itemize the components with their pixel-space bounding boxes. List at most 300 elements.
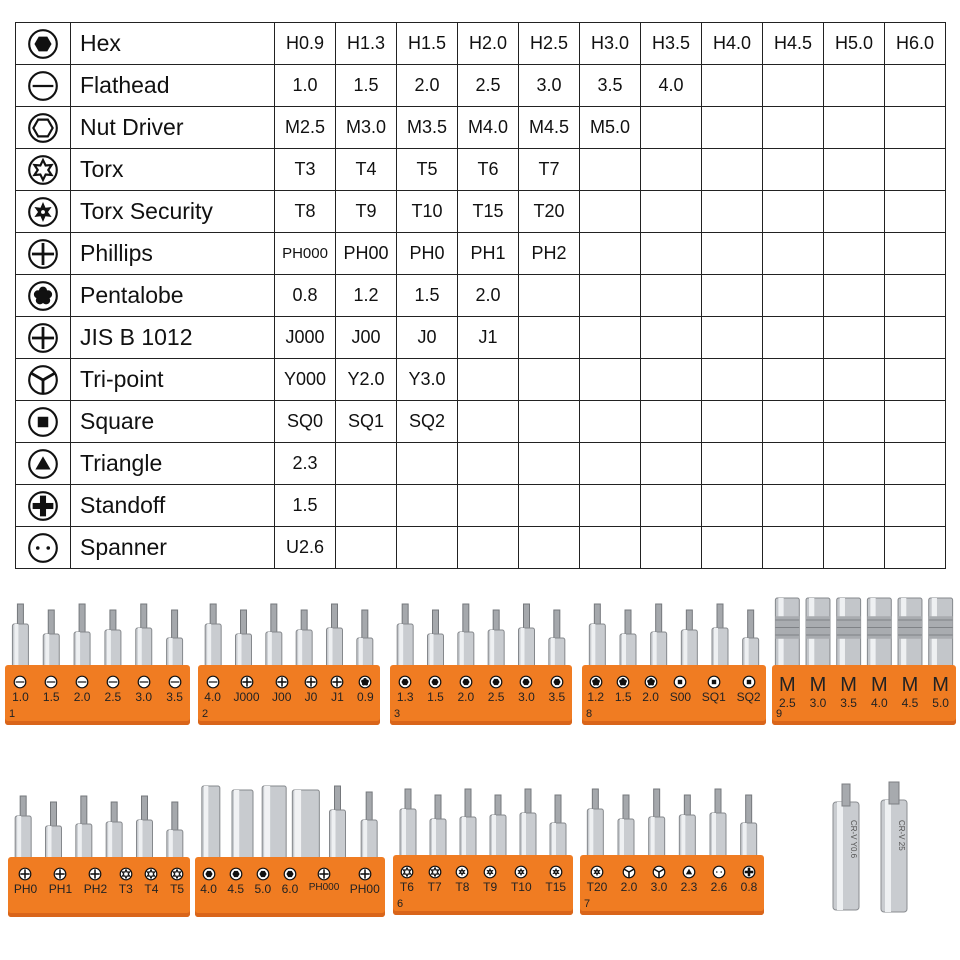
socket-bit	[898, 598, 922, 671]
tray-label-text: 2.0	[73, 690, 91, 704]
bit-size-cell	[824, 275, 885, 317]
tray-label-text: 5.0	[932, 696, 949, 710]
tray-label	[12, 675, 29, 704]
screwdriver-bit	[587, 789, 603, 859]
screwdriver-bit	[520, 789, 536, 859]
bit-size-cell	[824, 527, 885, 569]
tray-label	[74, 675, 91, 704]
tray-label	[545, 865, 566, 894]
bit-size-cell: H1.3	[336, 23, 397, 65]
screwdriver-bit	[327, 604, 343, 669]
tray-label	[681, 865, 698, 894]
bit-size-cell	[702, 527, 763, 569]
jis-icon	[240, 675, 254, 689]
tray-label-text: 3.0	[650, 880, 668, 894]
bit-size-cell	[458, 359, 519, 401]
nut-driver-icon	[16, 107, 71, 149]
bit-size-cell: 4.0	[641, 65, 702, 107]
tray-label-text: 2.0	[642, 690, 659, 704]
tray-label-text: PH2	[83, 882, 108, 896]
bit-size-cell: M3.0	[336, 107, 397, 149]
bit-size-cell	[763, 107, 824, 149]
bit-size-cell	[763, 149, 824, 191]
tray-label	[587, 865, 608, 894]
bit-size-cell: T7	[519, 149, 580, 191]
torx-icon	[144, 867, 158, 881]
tray-label	[43, 675, 60, 704]
tray-label-text: J0	[304, 690, 318, 704]
square-icon	[707, 675, 721, 689]
tray-label	[330, 675, 344, 704]
socket-bit	[775, 598, 799, 671]
screwdriver-bit	[458, 604, 474, 669]
nut-size-letter: M	[870, 674, 888, 696]
tray-label-text: 2.6	[710, 880, 728, 894]
torx-icon	[119, 867, 133, 881]
pentalobe-icon	[616, 675, 630, 689]
tray-label	[483, 865, 497, 894]
bit-type-name: Standoff	[71, 485, 275, 527]
bit-size-cell	[519, 401, 580, 443]
pentalobe-icon	[16, 275, 71, 317]
bit-size-cell	[885, 359, 946, 401]
square-icon	[673, 675, 687, 689]
bit-size-cell	[641, 149, 702, 191]
screwdriver-bit	[488, 610, 504, 669]
screwdriver-bit	[649, 789, 665, 859]
bit-size-cell: U2.6	[275, 527, 336, 569]
tray-label	[105, 675, 122, 704]
bit-type-name: Tri-point	[71, 359, 275, 401]
bit-size-cell	[641, 401, 702, 443]
bit-size-cell: H3.0	[580, 23, 641, 65]
bit-size-cell: 1.0	[275, 65, 336, 107]
bit-size-cell	[763, 443, 824, 485]
torx-security-icon	[455, 865, 469, 879]
bit-tray	[195, 772, 385, 922]
tray-label-text: J00	[272, 690, 292, 704]
screwdriver-bit	[167, 802, 183, 861]
bit-size-cell: J1	[458, 317, 519, 359]
screwdriver-bit	[236, 610, 252, 669]
tray-number: 2	[202, 708, 209, 720]
torx-icon	[170, 867, 184, 881]
tray-labels	[195, 867, 385, 896]
bits-row	[198, 590, 380, 671]
phillips-icon	[53, 867, 67, 881]
bit-size-cell: 2.0	[458, 275, 519, 317]
bit-size-cell	[519, 527, 580, 569]
flathead-icon	[137, 675, 151, 689]
bit-tray	[5, 590, 190, 730]
bit-size-cell: 1.2	[336, 275, 397, 317]
torx-icon	[16, 149, 71, 191]
tray-label-text: J1	[331, 690, 344, 704]
bit-type-name: Torx	[71, 149, 275, 191]
flathead-icon	[206, 675, 220, 689]
bit-size-cell: H6.0	[885, 23, 946, 65]
bit-size-cell: 1.5	[397, 275, 458, 317]
bit-size-cell: H2.0	[458, 23, 519, 65]
bit-size-cell: M4.5	[519, 107, 580, 149]
screwdriver-bit	[357, 610, 373, 669]
bits-row	[580, 775, 764, 861]
bits-row	[8, 782, 190, 863]
tray-label	[170, 867, 184, 896]
tray-label	[427, 675, 444, 704]
screwdriver-bit	[550, 795, 566, 859]
tray-label-text: 0.9	[357, 690, 374, 704]
screwdriver-bit	[46, 802, 62, 861]
tray-label-text: 0.8	[740, 880, 758, 894]
bits-row	[772, 590, 956, 671]
screwdriver-bit	[712, 604, 728, 669]
bit-size-cell	[519, 443, 580, 485]
tray-label-text: T5	[170, 882, 185, 896]
screwdriver-bit	[137, 796, 153, 861]
bit-size-cell: T3	[275, 149, 336, 191]
tray-labels	[390, 675, 572, 704]
tray-number: 8	[586, 708, 593, 720]
bit-size-cell: 3.5	[580, 65, 641, 107]
bit-size-cell	[702, 317, 763, 359]
bit-size-cell	[580, 359, 641, 401]
bit-size-cell: T8	[275, 191, 336, 233]
tray-label-text: 2.3	[680, 880, 698, 894]
torx-icon	[400, 865, 414, 879]
bit-type-name: Spanner	[71, 527, 275, 569]
bit-size-cell	[580, 485, 641, 527]
tray-label	[233, 675, 259, 704]
pentalobe-icon	[589, 675, 603, 689]
spec-row	[16, 485, 946, 527]
bit-type-name: Square	[71, 401, 275, 443]
tray-label-text: T15	[545, 880, 567, 894]
bit-size-cell	[519, 275, 580, 317]
hex-icon	[428, 675, 442, 689]
tri-point-icon	[622, 865, 636, 879]
bit-size-cell: H1.5	[397, 23, 458, 65]
tri-point-icon	[16, 359, 71, 401]
tray-label-text: T10	[510, 880, 532, 894]
tray-labels	[198, 675, 380, 704]
tray-label-text: T3	[118, 882, 133, 896]
loose-bit-engraving: CR-V 25	[897, 820, 906, 851]
tray-label	[488, 675, 505, 704]
tray-label-text: T7	[427, 880, 442, 894]
bits-row	[5, 590, 190, 671]
bit-size-cell	[702, 485, 763, 527]
bit-size-cell	[763, 527, 824, 569]
tray-label-text: 1.3	[396, 690, 414, 704]
bit-size-cell	[885, 191, 946, 233]
tray-label	[642, 675, 659, 704]
bit-size-cell	[458, 485, 519, 527]
bit-size-cell: PH000	[275, 233, 336, 275]
tray-number: 9	[776, 708, 783, 720]
tray-label	[119, 867, 133, 896]
screwdriver-bit	[12, 604, 28, 669]
bit-size-cell	[763, 233, 824, 275]
hex-socket-bit	[292, 790, 319, 861]
tray-label-text: 3.0	[518, 690, 535, 704]
tray-label-text: PH1	[48, 882, 73, 896]
tray-label-text: 1.5	[427, 690, 444, 704]
pentalobe-icon	[644, 675, 658, 689]
spec-row	[16, 317, 946, 359]
bit-size-cell: PH1	[458, 233, 519, 275]
bit-size-cell	[580, 275, 641, 317]
bit-size-cell: H2.5	[519, 23, 580, 65]
bit-size-cell: PH2	[519, 233, 580, 275]
tray-label	[357, 675, 374, 704]
hex-icon	[229, 867, 243, 881]
tray-label-text: 2.5	[104, 690, 122, 704]
flathead-icon	[13, 675, 27, 689]
screwdriver-bit	[589, 604, 605, 669]
bit-size-cell	[824, 149, 885, 191]
bit-size-cell	[702, 233, 763, 275]
tray-label-text: 3.5	[840, 696, 857, 710]
tray-label	[166, 675, 183, 704]
screwdriver-bit	[167, 610, 183, 669]
bit-size-cell: 2.5	[458, 65, 519, 107]
tray-labels	[393, 865, 573, 894]
tray-number: 3	[394, 708, 401, 720]
bit-size-cell	[824, 191, 885, 233]
jis-icon	[330, 675, 344, 689]
screwdriver-bit	[620, 610, 636, 669]
tray-label	[350, 867, 380, 896]
tray-label	[871, 675, 888, 710]
tray-label-text: PH00	[349, 882, 380, 896]
tray-label	[711, 865, 728, 894]
tray-label-text: 2.5	[778, 696, 796, 710]
bit-size-cell	[458, 443, 519, 485]
screwdriver-bit	[74, 604, 90, 669]
bit-size-cell: Y2.0	[336, 359, 397, 401]
standoff-icon	[16, 485, 71, 527]
phillips-icon	[317, 867, 331, 881]
torx-icon	[428, 865, 442, 879]
bit-size-cell: J00	[336, 317, 397, 359]
tray-label	[651, 865, 668, 894]
bit-size-cell	[641, 443, 702, 485]
bit-tray	[772, 590, 956, 730]
bit-size-cell	[641, 233, 702, 275]
loose-bit-2	[881, 782, 907, 912]
bit-size-cell: T4	[336, 149, 397, 191]
screwdriver-bit	[618, 795, 634, 859]
bit-type-name: Pentalobe	[71, 275, 275, 317]
spec-row	[16, 401, 946, 443]
bit-tray	[582, 590, 766, 730]
bit-tray	[198, 590, 380, 730]
bit-size-cell	[702, 191, 763, 233]
bit-spec-table	[15, 22, 946, 569]
bit-size-cell	[885, 527, 946, 569]
flathead-icon	[75, 675, 89, 689]
tray-label-text: PH000	[308, 882, 340, 893]
bit-type-name: Flathead	[71, 65, 275, 107]
bit-size-cell	[885, 401, 946, 443]
bits-row	[195, 772, 385, 863]
bit-size-cell: 2.3	[275, 443, 336, 485]
tray-label	[741, 865, 758, 894]
bit-size-cell	[885, 443, 946, 485]
loose-bits	[815, 780, 935, 920]
nut-size-letter: M	[932, 674, 949, 696]
tray-number: 1	[9, 708, 16, 720]
socket-bit	[837, 598, 861, 671]
tray-label-text: 3.0	[809, 696, 827, 710]
tray-label	[840, 675, 857, 710]
bit-size-cell	[702, 275, 763, 317]
tray-label-text: 1.5	[614, 690, 632, 704]
tri-point-icon	[652, 865, 666, 879]
bit-size-cell	[519, 359, 580, 401]
tray-labels	[580, 865, 764, 894]
spec-row	[16, 233, 946, 275]
tray-label	[282, 867, 299, 896]
nut-size-letter: M	[809, 674, 827, 696]
tray-label	[272, 675, 291, 704]
hex-icon	[550, 675, 564, 689]
socket-bit	[806, 598, 830, 671]
bit-size-cell: SQ1	[336, 401, 397, 443]
bit-size-cell	[763, 65, 824, 107]
bit-size-cell	[702, 401, 763, 443]
standoff-icon	[742, 865, 756, 879]
tray-label-text: 5.0	[254, 882, 272, 896]
bit-size-cell	[702, 443, 763, 485]
bit-size-cell	[641, 317, 702, 359]
bit-size-cell: T9	[336, 191, 397, 233]
tray-label-text: PH0	[13, 882, 38, 896]
bit-size-cell: M3.5	[397, 107, 458, 149]
bit-size-cell: J0	[397, 317, 458, 359]
bit-size-cell	[641, 107, 702, 149]
bit-size-cell: H4.5	[763, 23, 824, 65]
phillips-icon	[18, 867, 32, 881]
bit-size-cell: T5	[397, 149, 458, 191]
bit-size-cell: 2.0	[397, 65, 458, 107]
tray-label-text: T8	[455, 880, 470, 894]
bit-size-cell	[702, 149, 763, 191]
hex-icon	[283, 867, 297, 881]
bits-row	[390, 590, 572, 671]
bit-size-cell: T15	[458, 191, 519, 233]
tray-label	[49, 867, 72, 896]
phillips-icon	[16, 233, 71, 275]
bit-size-cell	[702, 107, 763, 149]
bit-size-cell	[519, 485, 580, 527]
spanner-icon	[712, 865, 726, 879]
tray-label	[144, 867, 158, 896]
bit-size-cell	[580, 317, 641, 359]
bit-size-cell: SQ2	[397, 401, 458, 443]
tray-label-text: 3.0	[135, 690, 153, 704]
hex-icon	[16, 23, 71, 65]
square-icon	[742, 675, 756, 689]
bit-size-cell	[763, 275, 824, 317]
bit-size-cell	[763, 317, 824, 359]
tray-label	[810, 675, 827, 710]
pentalobe-icon	[358, 675, 372, 689]
bit-size-cell: H4.0	[702, 23, 763, 65]
bits-row	[582, 590, 766, 671]
hex-socket-bit	[202, 786, 220, 861]
bit-size-cell	[885, 275, 946, 317]
bit-size-cell: H5.0	[824, 23, 885, 65]
screwdriver-bit	[430, 795, 446, 859]
tray-labels	[8, 867, 190, 896]
tray-label-text: SQ1	[701, 690, 726, 704]
tray-number: 7	[584, 898, 591, 910]
bit-size-cell	[397, 485, 458, 527]
bit-type-name: Hex	[71, 23, 275, 65]
tray-label	[587, 675, 604, 704]
screwdriver-bit	[296, 610, 312, 669]
bit-size-cell	[824, 359, 885, 401]
tray-label-text: 4.0	[204, 690, 221, 704]
bit-size-cell	[458, 401, 519, 443]
spec-row	[16, 359, 946, 401]
spec-row	[16, 107, 946, 149]
bit-size-cell	[336, 443, 397, 485]
bit-size-cell: PH0	[397, 233, 458, 275]
tray-label-text: 3.5	[548, 690, 566, 704]
bit-tray	[393, 775, 573, 920]
tray-label-text: 1.5	[42, 690, 60, 704]
tray-label	[204, 675, 221, 704]
spec-row	[16, 527, 946, 569]
torx-security-icon	[590, 865, 604, 879]
tray-label-text: 3.5	[166, 690, 183, 704]
tray-label-text: 6.0	[281, 882, 299, 896]
screwdriver-bit	[681, 610, 697, 669]
spec-row	[16, 443, 946, 485]
tray-label	[670, 675, 691, 704]
hex-icon	[256, 867, 270, 881]
bit-size-cell: T10	[397, 191, 458, 233]
bit-size-cell	[885, 317, 946, 359]
phillips-icon	[358, 867, 372, 881]
screwdriver-bit	[397, 604, 413, 669]
bit-type-name: Torx Security	[71, 191, 275, 233]
screwdriver-bit	[205, 604, 221, 669]
screwdriver-bit	[106, 802, 122, 861]
tray-labels	[582, 675, 766, 704]
bit-type-name: JIS B 1012	[71, 317, 275, 359]
screwdriver-bit	[330, 786, 346, 861]
bit-size-cell	[397, 443, 458, 485]
bit-type-name: Phillips	[71, 233, 275, 275]
tray-label-text: 4.5	[901, 696, 919, 710]
bit-size-cell	[458, 527, 519, 569]
tray-label	[518, 675, 535, 704]
bit-tray	[580, 775, 764, 920]
tray-label-text: 1.0	[12, 690, 29, 704]
torx-security-icon	[483, 865, 497, 879]
torx-security-icon	[16, 191, 71, 233]
bit-size-cell: 1.5	[336, 65, 397, 107]
bit-size-cell	[641, 191, 702, 233]
screwdriver-bit	[490, 795, 506, 859]
bit-size-cell	[641, 359, 702, 401]
tray-label	[902, 675, 919, 710]
screwdriver-bit	[679, 795, 695, 859]
